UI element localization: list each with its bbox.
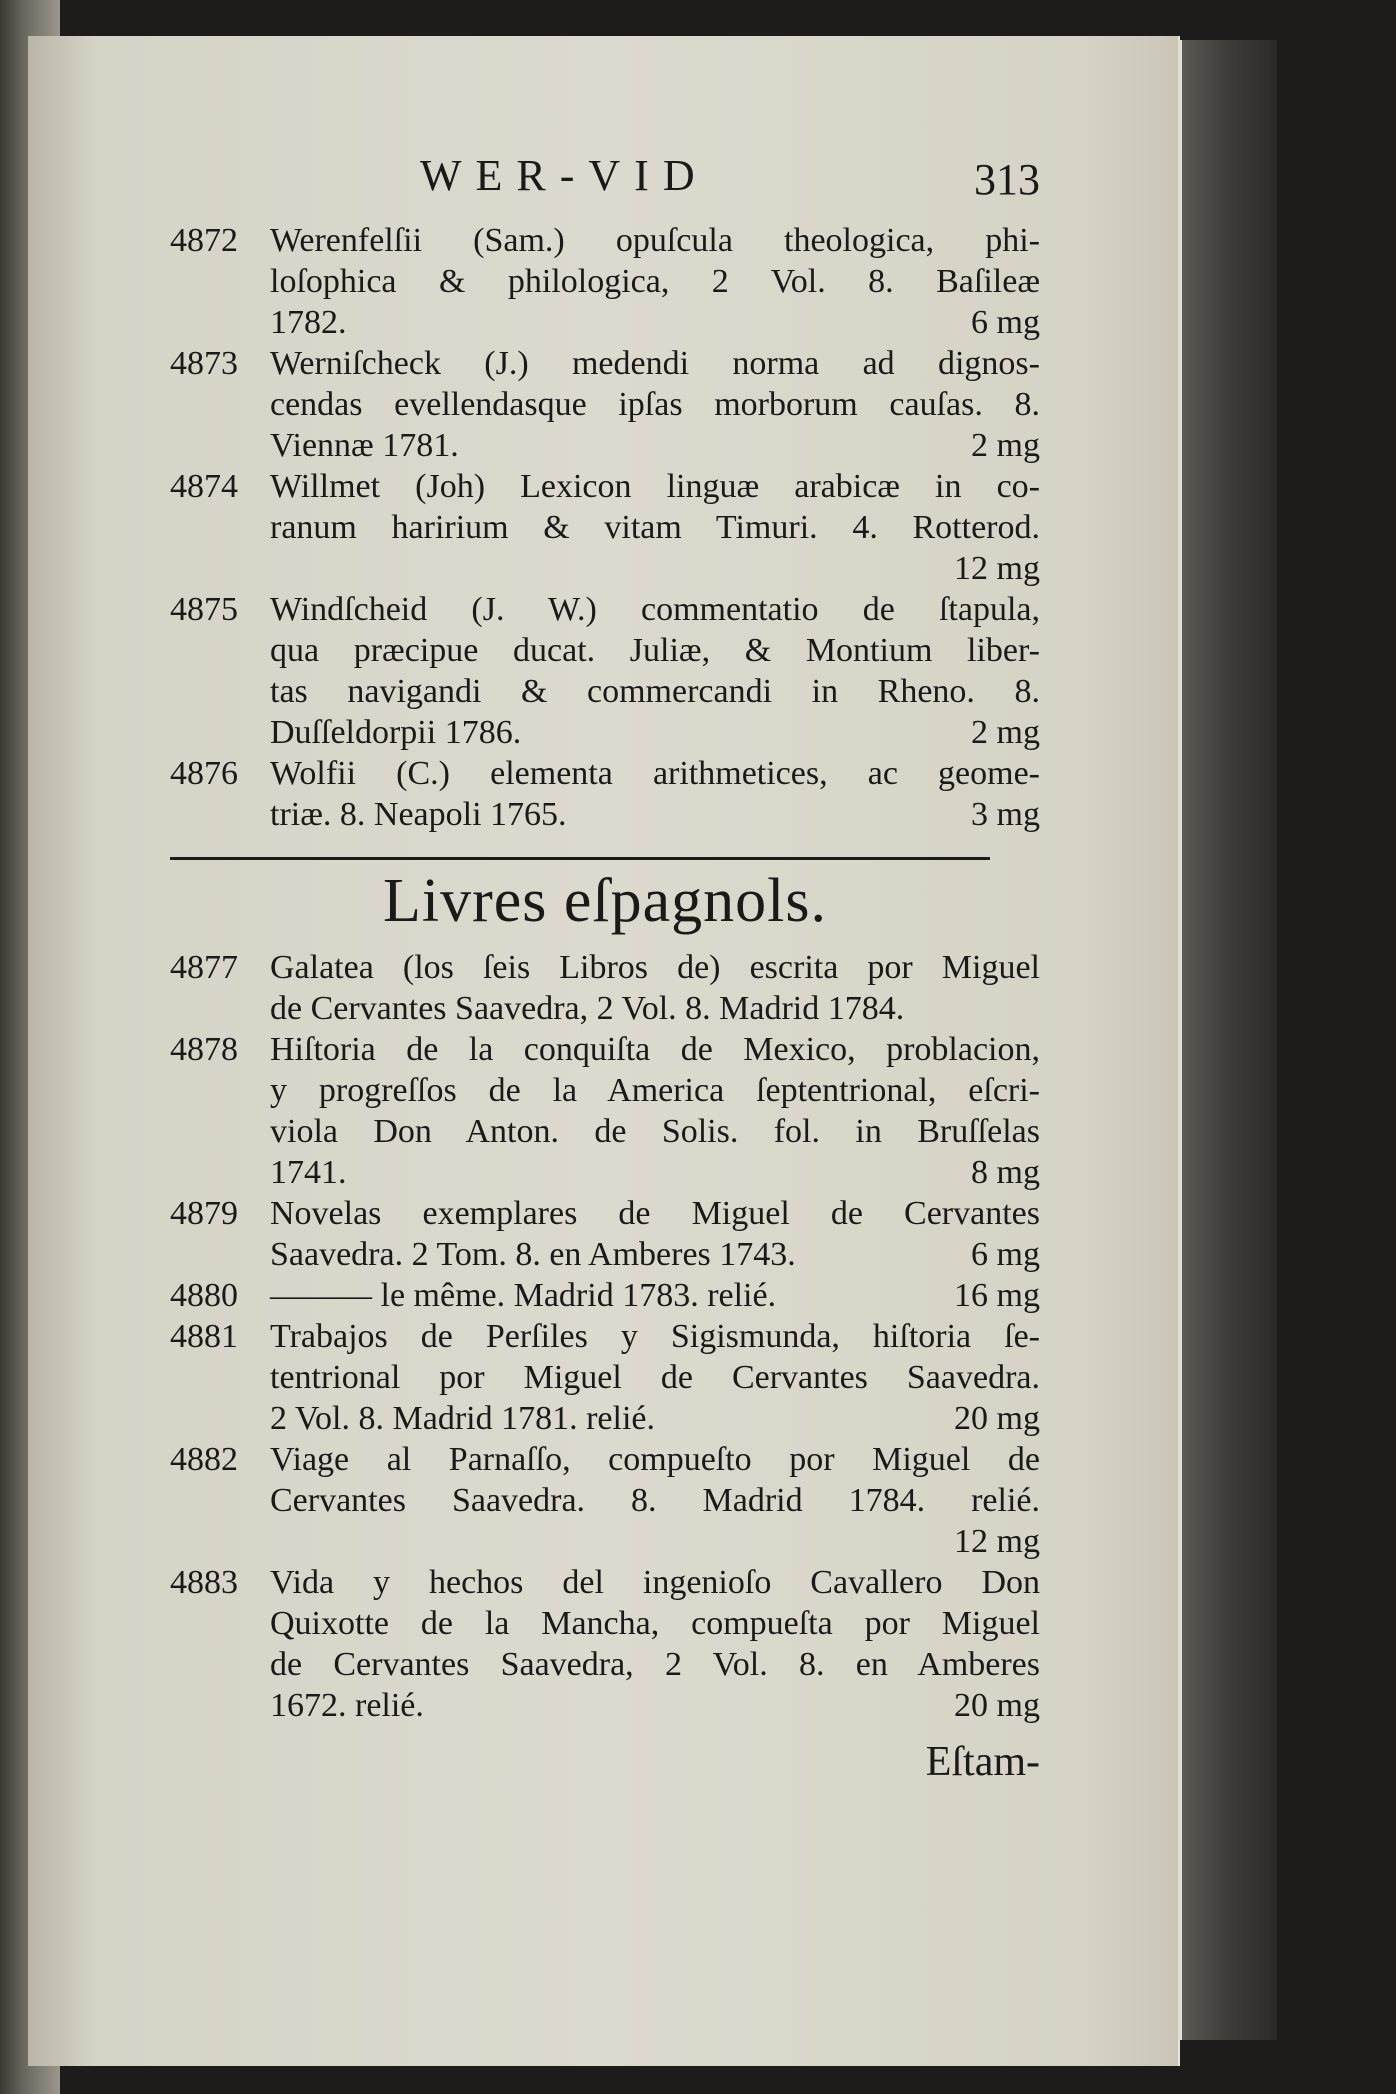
entry-line: ranum haririum & vitam Timuri. 4. Rotterod. (270, 509, 1040, 546)
section-title: Livres eſpagnols. (382, 867, 827, 935)
entry-line: ——— le même. Madrid 1783. relié. (270, 1277, 777, 1314)
entry-price: 6 mg (971, 1236, 1040, 1273)
page-content (170, 150, 1040, 1786)
entry-last-line (270, 1152, 1040, 1193)
entry-last-line (270, 302, 1040, 343)
entry-line: 2 Vol. 8. Madrid 1781. relié. (270, 1400, 655, 1437)
entry-line: Saavedra. 2 Tom. 8. en Amberes 1743. (270, 1236, 796, 1273)
entry-price: 12 mg (954, 1523, 1040, 1560)
entry-last-line (270, 988, 1040, 1029)
entry-line: Novelas exemplares de Miguel de Cervantes (270, 1195, 1040, 1232)
catalog-entry (170, 753, 1040, 835)
entry-price: 8 mg (971, 1154, 1040, 1191)
entry-number: 4875 (170, 591, 238, 628)
entries-after (170, 947, 1040, 1726)
entry-line: Trabajos de Perſiles y Sigismunda, hiſtoria ſe- (270, 1318, 1040, 1355)
entry-number: 4881 (170, 1318, 238, 1355)
entry-line: Galatea (los ſeis Libros de) escrita por Miguel (270, 949, 1040, 986)
entry-line: Cervantes Saavedra. 8. Madrid 1784. relié. (270, 1482, 1040, 1519)
book-cover-edge (1178, 40, 1277, 2040)
entry-last-line (270, 794, 1040, 835)
running-title: WER-VID (420, 151, 709, 200)
catalog-entry (170, 343, 1040, 466)
entry-line: y progreſſos de la America ſeptentrional, eſcri- (270, 1072, 1040, 1109)
entry-line: tentrional por Miguel de Cervantes Saavedra. (270, 1359, 1040, 1396)
entry-line: Wolfii (C.) elementa arithmetices, ac geome- (270, 755, 1040, 792)
entry-price: 16 mg (954, 1277, 1040, 1314)
entry-line: 1741. (270, 1154, 347, 1191)
entry-number: 4883 (170, 1564, 238, 1601)
entry-price: 20 mg (954, 1400, 1040, 1437)
entry-last-line (270, 1685, 1040, 1726)
entry-line: Quixotte de la Mancha, compueſta por Miguel (270, 1605, 1040, 1642)
catalog-entry (170, 1275, 1040, 1316)
catalog-entry (170, 466, 1040, 589)
entry-line: 1782. (270, 304, 347, 341)
entry-price: 2 mg (971, 714, 1040, 751)
page-number: 313 (974, 155, 1040, 204)
entry-line: Hiſtoria de la conquiſta de Mexico, problacion, (270, 1031, 1040, 1068)
catalog-entry (170, 1316, 1040, 1439)
entry-line: qua præcipue ducat. Juliæ, & Montium liber- (270, 632, 1040, 669)
entry-number: 4878 (170, 1031, 238, 1068)
entry-line: viola Don Anton. de Solis. fol. in Bruſſelas (270, 1113, 1040, 1150)
entry-number: 4879 (170, 1195, 238, 1232)
entry-line: Vida y hechos del ingenioſo Cavallero Don (270, 1564, 1040, 1601)
catalog-entry (170, 589, 1040, 753)
entry-line: Viage al Parnaſſo, compueſto por Miguel de (270, 1441, 1040, 1478)
catalog-entry (170, 1562, 1040, 1726)
entry-number: 4876 (170, 755, 238, 792)
entry-price: 3 mg (971, 796, 1040, 833)
entry-number: 4882 (170, 1441, 238, 1478)
entry-line: Viennæ 1781. (270, 427, 459, 464)
catalog-entry (170, 947, 1040, 1029)
catchword: Eſtam- (925, 1739, 1040, 1785)
catalog-entry (170, 1029, 1040, 1193)
entry-price: 2 mg (971, 427, 1040, 464)
section-divider (170, 857, 990, 860)
entry-line: de Cervantes Saavedra, 2 Vol. 8. Madrid 1784. (270, 990, 905, 1027)
entry-last-line (270, 425, 1040, 466)
entry-last-line (270, 1398, 1040, 1439)
entry-number: 4874 (170, 468, 238, 505)
entries-before (170, 220, 1040, 835)
entry-line: cendas evellendasque ipſas morborum cauſas. 8. (270, 386, 1040, 423)
entry-last-line (270, 712, 1040, 753)
entry-last-line (270, 1234, 1040, 1275)
entry-line: Duſſeldorpii 1786. (270, 714, 522, 751)
entry-line: Werniſcheck (J.) medendi norma ad dignos- (270, 345, 1040, 382)
entry-line: loſophica & philologica, 2 Vol. 8. Baſileæ (270, 263, 1040, 300)
entry-price: 20 mg (954, 1687, 1040, 1724)
catalog-entry (170, 1193, 1040, 1275)
entry-number: 4877 (170, 949, 238, 986)
running-head (170, 150, 1040, 220)
entry-number: 4880 (170, 1277, 238, 1314)
entry-line: triæ. 8. Neapoli 1765. (270, 796, 567, 833)
entry-line: de Cervantes Saavedra, 2 Vol. 8. en Amberes (270, 1646, 1040, 1683)
entry-price: 6 mg (971, 304, 1040, 341)
entry-line: Werenfelſii (Sam.) opuſcula theologica, phi- (270, 222, 1040, 259)
entry-number: 4873 (170, 345, 238, 382)
entry-price: 12 mg (954, 550, 1040, 587)
entry-number: 4872 (170, 222, 238, 259)
entry-last-line (270, 1275, 1040, 1316)
entry-line: Willmet (Joh) Lexicon linguæ arabicæ in co- (270, 468, 1040, 505)
entry-line: Windſcheid (J. W.) commentatio de ſtapula, (270, 591, 1040, 628)
entry-line: 1672. relié. (270, 1687, 424, 1724)
entry-line: tas navigandi & commercandi in Rheno. 8. (270, 673, 1040, 710)
catalog-entry (170, 220, 1040, 343)
catalog-entry (170, 1439, 1040, 1562)
